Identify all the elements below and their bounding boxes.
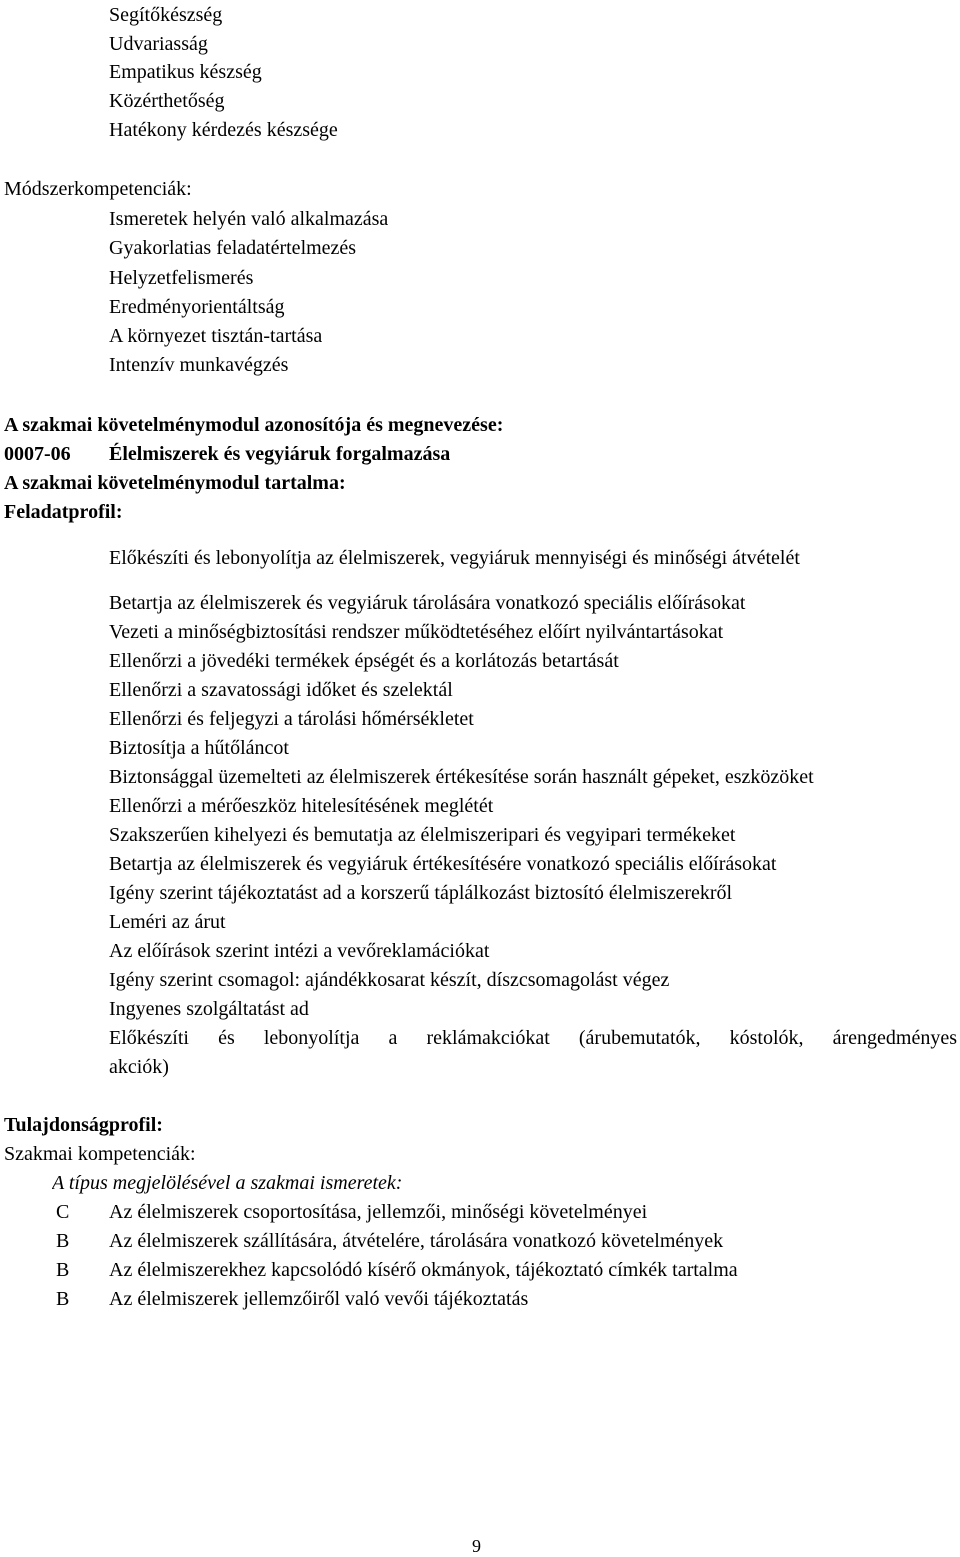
task-item: Ellenőrzi a mérőeszköz hitelesítésének meglétét xyxy=(109,795,494,817)
method-item: Intenzív munkavégzés xyxy=(109,354,289,376)
soft-skill-item: Empatikus készség xyxy=(109,61,262,83)
task-item: Vezeti a minőségbiztosítási rendszer működtetéséhez előírt nyilvántartásokat xyxy=(109,621,724,643)
task-item: Betartja az élelmiszerek és vegyiáruk értékesítésére vonatkozó speciális előírásokat xyxy=(109,853,777,875)
task-item: Ellenőrzi a jövedéki termékek épségét és a korlátozás betartását xyxy=(109,650,619,672)
task-item-wrapped-line1: Előkészíti és lebonyolítja a reklámakciókat (árubemutatók, kóstolók, árengedményes xyxy=(109,1027,957,1049)
module-name: Élelmiszerek és vegyiáruk forgalmazása xyxy=(109,443,451,465)
knowledge-type-letter: B xyxy=(56,1259,70,1281)
module-code: 0007-06 xyxy=(4,443,71,465)
property-profile-heading: Tulajdonságprofil: xyxy=(4,1114,163,1136)
knowledge-item: Az élelmiszerekhez kapcsolódó kísérő okmányok, tájékoztató címkék tartalma xyxy=(109,1259,738,1281)
method-item: Eredményorientáltság xyxy=(109,296,285,318)
task-item: Betartja az élelmiszerek és vegyiáruk tárolására vonatkozó speciális előírásokat xyxy=(109,592,746,614)
knowledge-type-heading: A típus megjelölésével a szakmai ismeretek: xyxy=(52,1172,403,1194)
task-item: Ingyenes szolgáltatást ad xyxy=(109,998,309,1020)
page-number: 9 xyxy=(472,1536,481,1556)
soft-skill-item: Hatékony kérdezés készsége xyxy=(109,119,338,141)
task-profile-heading: Feladatprofil: xyxy=(4,501,123,523)
knowledge-type-letter: B xyxy=(56,1288,70,1310)
task-item: Ellenőrzi és feljegyzi a tárolási hőmérsékletet xyxy=(109,708,474,730)
professional-competencies-heading: Szakmai kompetenciák: xyxy=(4,1143,196,1165)
task-item: Az előírások szerint intézi a vevőreklamációkat xyxy=(109,940,490,962)
method-item: Helyzetfelismerés xyxy=(109,267,254,289)
method-item: A környezet tisztán-tartása xyxy=(109,325,323,347)
method-item: Ismeretek helyén való alkalmazása xyxy=(109,208,389,230)
task-item: Biztosítja a hűtőláncot xyxy=(109,737,289,759)
knowledge-item: Az élelmiszerek jellemzőiről való vevői tájékoztatás xyxy=(109,1288,529,1310)
task-item: Szakszerűen kihelyezi és bemutatja az élelmiszeripari és vegyipari termékeket xyxy=(109,824,736,846)
knowledge-item: Az élelmiszerek szállítására, átvételére, tárolására vonatkozó követelmények xyxy=(109,1230,724,1252)
task-item: Ellenőrzi a szavatossági időket és szelektál xyxy=(109,679,453,701)
module-id-heading: A szakmai követelménymodul azonosítója és megnevezése: xyxy=(4,414,504,436)
knowledge-item: Az élelmiszerek csoportosítása, jellemzői, minőségi követelményei xyxy=(109,1201,648,1223)
method-item: Gyakorlatias feladatértelmezés xyxy=(109,237,357,259)
soft-skill-item: Udvariasság xyxy=(109,33,208,55)
soft-skill-item: Segítőkészség xyxy=(109,4,223,26)
knowledge-type-letter: B xyxy=(56,1230,70,1252)
task-item-wrapped-line2: akciók) xyxy=(109,1056,169,1078)
task-item: Leméri az árut xyxy=(109,911,226,933)
knowledge-type-letter: C xyxy=(56,1201,70,1223)
task-item: Igény szerint tájékoztatást ad a korszerű táplálkozást biztosító élelmiszerekről xyxy=(109,882,733,904)
task-item: Előkészíti és lebonyolítja az élelmiszerek, vegyiáruk mennyiségi és minőségi átvételét xyxy=(109,547,800,569)
task-item: Biztonsággal üzemelteti az élelmiszerek értékesítése során használt gépeket, eszközöket xyxy=(109,766,814,788)
method-competencies-heading: Módszerkompetenciák: xyxy=(4,178,192,200)
soft-skill-item: Közérthetőség xyxy=(109,90,225,112)
task-item: Igény szerint csomagol: ajándékkosarat készít, díszcsomagolást végez xyxy=(109,969,670,991)
module-content-heading: A szakmai követelménymodul tartalma: xyxy=(4,472,346,494)
